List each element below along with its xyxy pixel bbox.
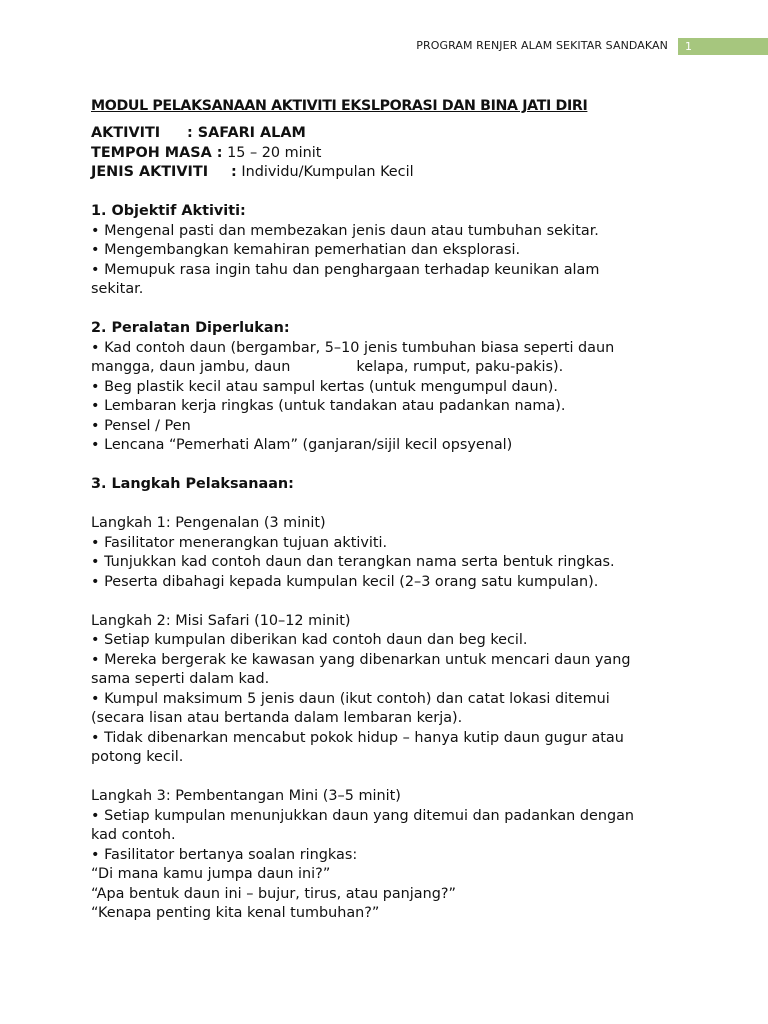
header-title: PROGRAM RENJER ALAM SEKITAR SANDAKAN [416,39,668,52]
page-header [0,38,768,55]
bullet-item: • Pensel / Pen [91,417,191,434]
question-line: “Kenapa penting kita kenal tumbuhan?” [91,905,380,921]
meta-jenis-label: JENIS AKTIVITI [91,164,209,180]
bullet-continuation: sama seperti dalam kad. [91,671,270,687]
bullet-item: • Mereka bergerak ke kawasan yang dibenarkan untuk mencari daun yang [91,651,631,668]
bullet-continuation: sekitar. [91,281,144,297]
bullet-item: • Mengenal pasti dan membezakan jenis daun atau tumbuhan sekitar. [91,222,599,239]
bullet-item: • Beg plastik kecil atau sampul kertas (untuk mengumpul daun). [91,378,558,395]
meta-tempoh-value: 15 – 20 minit [222,144,322,161]
bullet-continuation [91,358,691,378]
section-heading-peralatan: 2. Peralatan Diperlukan: [91,320,290,336]
bullet-item: • Setiap kumpulan menunjukkan daun yang ditemui dan padankan dengan [91,807,635,824]
bullet-item: • Kad contoh daun (bergambar, 5–10 jenis tumbuhan biasa seperti daun [91,339,615,356]
meta-aktiviti [91,124,691,144]
step-title: Langkah 2: Misi Safari (10–12 minit) [91,612,351,629]
bullet-continuation: potong kecil. [91,749,184,765]
bullet-item: • Memupuk rasa ingin tahu dan penghargaan terhadap keunikan alam [91,261,600,278]
bullet-item: • Lembaran kerja ringkas (untuk tandakan atau padankan nama). [91,398,566,414]
bullet-item: • Setiap kumpulan diberikan kad contoh daun dan beg kecil. [91,632,528,648]
document-title: MODUL PELAKSANAAN AKTIVITI EKSLPORASI DAN BINA JATI DIRI [91,98,588,114]
bullet-item: • Mengembangkan kemahiran pemerhatian dan eksplorasi. [91,242,521,258]
meta-aktiviti-label: AKTIVITI [91,125,161,141]
bullet-item: • Fasilitator bertanya soalan ringkas: [91,846,358,863]
bullet-item: • Fasilitator menerangkan tujuan aktiviti. [91,534,388,551]
bullet-continuation-part2: kelapa, rumput, paku-pakis). [356,359,564,375]
question-line: “Di mana kamu jumpa daun ini?” [91,866,331,882]
meta-jenis-value: Individu/Kumpulan Kecil [236,164,414,180]
bullet-item: • Tunjukkan kad contoh daun dan terangkan nama serta bentuk ringkas. [91,554,615,570]
section-heading-langkah: 3. Langkah Pelaksanaan: [91,476,294,492]
step-title: Langkah 3: Pembentangan Mini (3–5 minit) [91,788,401,804]
page-number-badge: 1 [678,38,768,55]
bullet-item: • Kumpul maksimum 5 jenis daun (ikut contoh) dan catat lokasi ditemui [91,690,610,707]
meta-jenis-colon: : [231,164,237,180]
bullet-item: • Lencana “Pemerhati Alam” (ganjaran/sijil kecil opsyenal) [91,437,513,453]
meta-jenis [91,163,691,183]
document-body [91,96,691,924]
meta-tempoh-label: TEMPOH MASA : [91,144,223,161]
bullet-continuation: kad contoh. [91,827,176,843]
bullet-item: • Peserta dibahagi kepada kumpulan kecil (2–3 orang satu kumpulan). [91,573,599,590]
bullet-item: • Tidak dibenarkan mencabut pokok hidup – hanya kutip daun gugur atau [91,729,624,746]
bullet-continuation-part1: mangga, daun jambu, daun [91,359,291,375]
section-heading-objektif: 1. Objektif Aktiviti: [91,203,246,219]
step-title: Langkah 1: Pengenalan (3 minit) [91,515,326,531]
meta-tempoh [91,144,691,164]
question-line: “Apa bentuk daun ini – bujur, tirus, atau panjang?” [91,885,456,902]
bullet-continuation: (secara lisan atau bertanda dalam lembaran kerja). [91,710,463,726]
meta-aktiviti-value: : SAFARI ALAM [187,125,306,141]
